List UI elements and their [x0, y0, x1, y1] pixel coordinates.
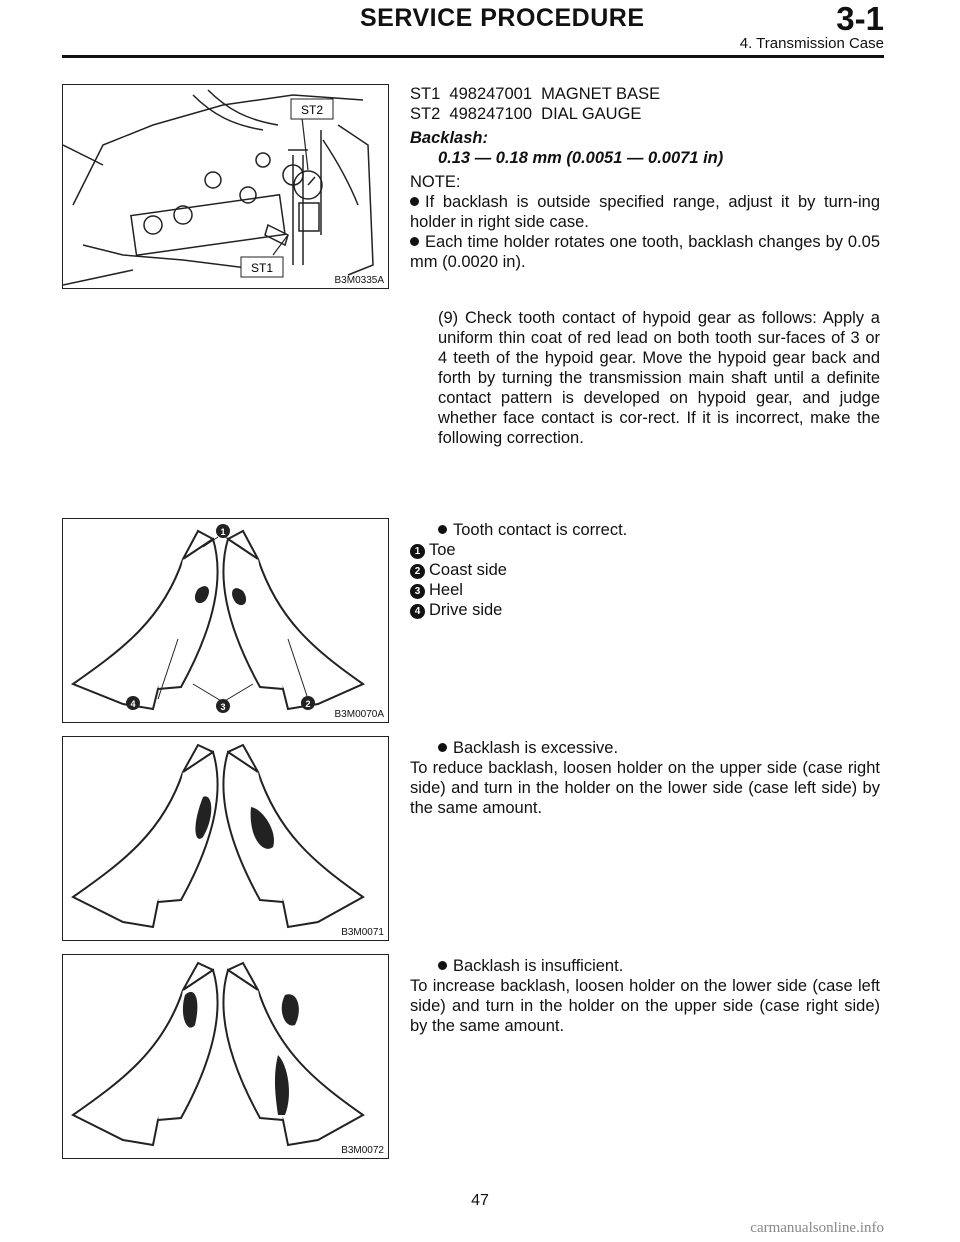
number-badge-icon: 1 [410, 544, 425, 559]
correct-heading: Tooth contact is correct. [410, 520, 880, 540]
insufficient-backlash-illustration [63, 955, 388, 1158]
note-item: Each time holder rotates one tooth, backlash changes by 0.05 mm (0.0020 in). [410, 233, 880, 271]
step-9 [410, 308, 880, 448]
bullet-icon [410, 197, 419, 206]
legend-item: 4 Drive side [410, 600, 880, 620]
figure-dial-gauge [62, 84, 389, 289]
figure-insufficient-backlash [62, 954, 389, 1159]
insufficient-heading: Backlash is insufficient. [410, 956, 880, 976]
section-code: 3-1 [836, 0, 884, 37]
excessive-backlash-illustration [63, 737, 388, 940]
dial-gauge-illustration [63, 85, 388, 288]
figure-correct-contact [62, 518, 389, 723]
legend-item: 1 Toe [410, 540, 880, 560]
insufficient-body: To increase backlash, loosen holder on the lower side (case left side) and turn in the holder on the upper side (case right side) by the same amount. [410, 977, 880, 1035]
note-label: NOTE: [410, 173, 461, 191]
number-badge-icon: 2 [410, 564, 425, 579]
bullet-icon [438, 743, 447, 752]
callout-2: 2 [305, 699, 311, 709]
tool-st1: ST1 498247001 MAGNET BASE [410, 85, 661, 103]
page-number: 47 [471, 1192, 489, 1209]
correct-contact-section [410, 520, 880, 620]
callout-1: 1 [220, 527, 226, 537]
header-rule [62, 55, 884, 58]
page-title: SERVICE PROCEDURE [360, 4, 645, 32]
figure-code: B3M0071 [341, 927, 384, 938]
bullet-icon [438, 961, 447, 970]
legend-item: 3 Heel [410, 580, 880, 600]
figure-code: B3M0072 [341, 1145, 384, 1156]
legend-item: 2 Coast side [410, 560, 880, 580]
label-st1: ST1 [250, 261, 274, 275]
tool-and-backlash-section [410, 84, 880, 272]
excessive-heading: Backlash is excessive. [410, 738, 880, 758]
watermark: carmanualsonline.info [750, 1220, 884, 1236]
insufficient-section [410, 956, 880, 1036]
callout-4: 4 [130, 699, 136, 709]
tool-st2: ST2 498247100 DIAL GAUGE [410, 105, 642, 123]
section-subtitle: 4. Transmission Case [739, 35, 884, 52]
bullet-icon [410, 237, 419, 246]
number-badge-icon: 3 [410, 584, 425, 599]
excessive-section [410, 738, 880, 818]
backlash-value: 0.13 — 0.18 mm (0.0051 — 0.0071 in) [438, 149, 724, 167]
bullet-icon [438, 525, 447, 534]
figure-code: B3M0070A [334, 709, 384, 720]
excessive-body: To reduce backlash, loosen holder on the upper side (case right side) and turn in the holder on the lower side (case left side) by the same amount. [410, 759, 880, 817]
correct-contact-illustration [63, 519, 388, 722]
number-badge-icon: 4 [410, 604, 425, 619]
figure-code: B3M0335A [334, 275, 384, 286]
step-9-text: (9) Check tooth contact of hypoid gear as follows: Apply a uniform thin coat of red lead on both tooth sur-faces of 3 or 4 teeth of the hypoid gear. Move the hypoid gear back and forth by turning the transmission main shaft until a definite contact pattern is developed on hypoid gear, and judge whether face contact is cor-rect. If it is incorrect, make the following correction. [438, 309, 880, 447]
label-st2: ST2 [300, 103, 324, 117]
backlash-label: Backlash: [410, 129, 488, 147]
figure-excessive-backlash [62, 736, 389, 941]
note-item: If backlash is outside specified range, adjust it by turn-ing holder in right side case. [410, 193, 880, 231]
callout-3: 3 [220, 702, 226, 712]
